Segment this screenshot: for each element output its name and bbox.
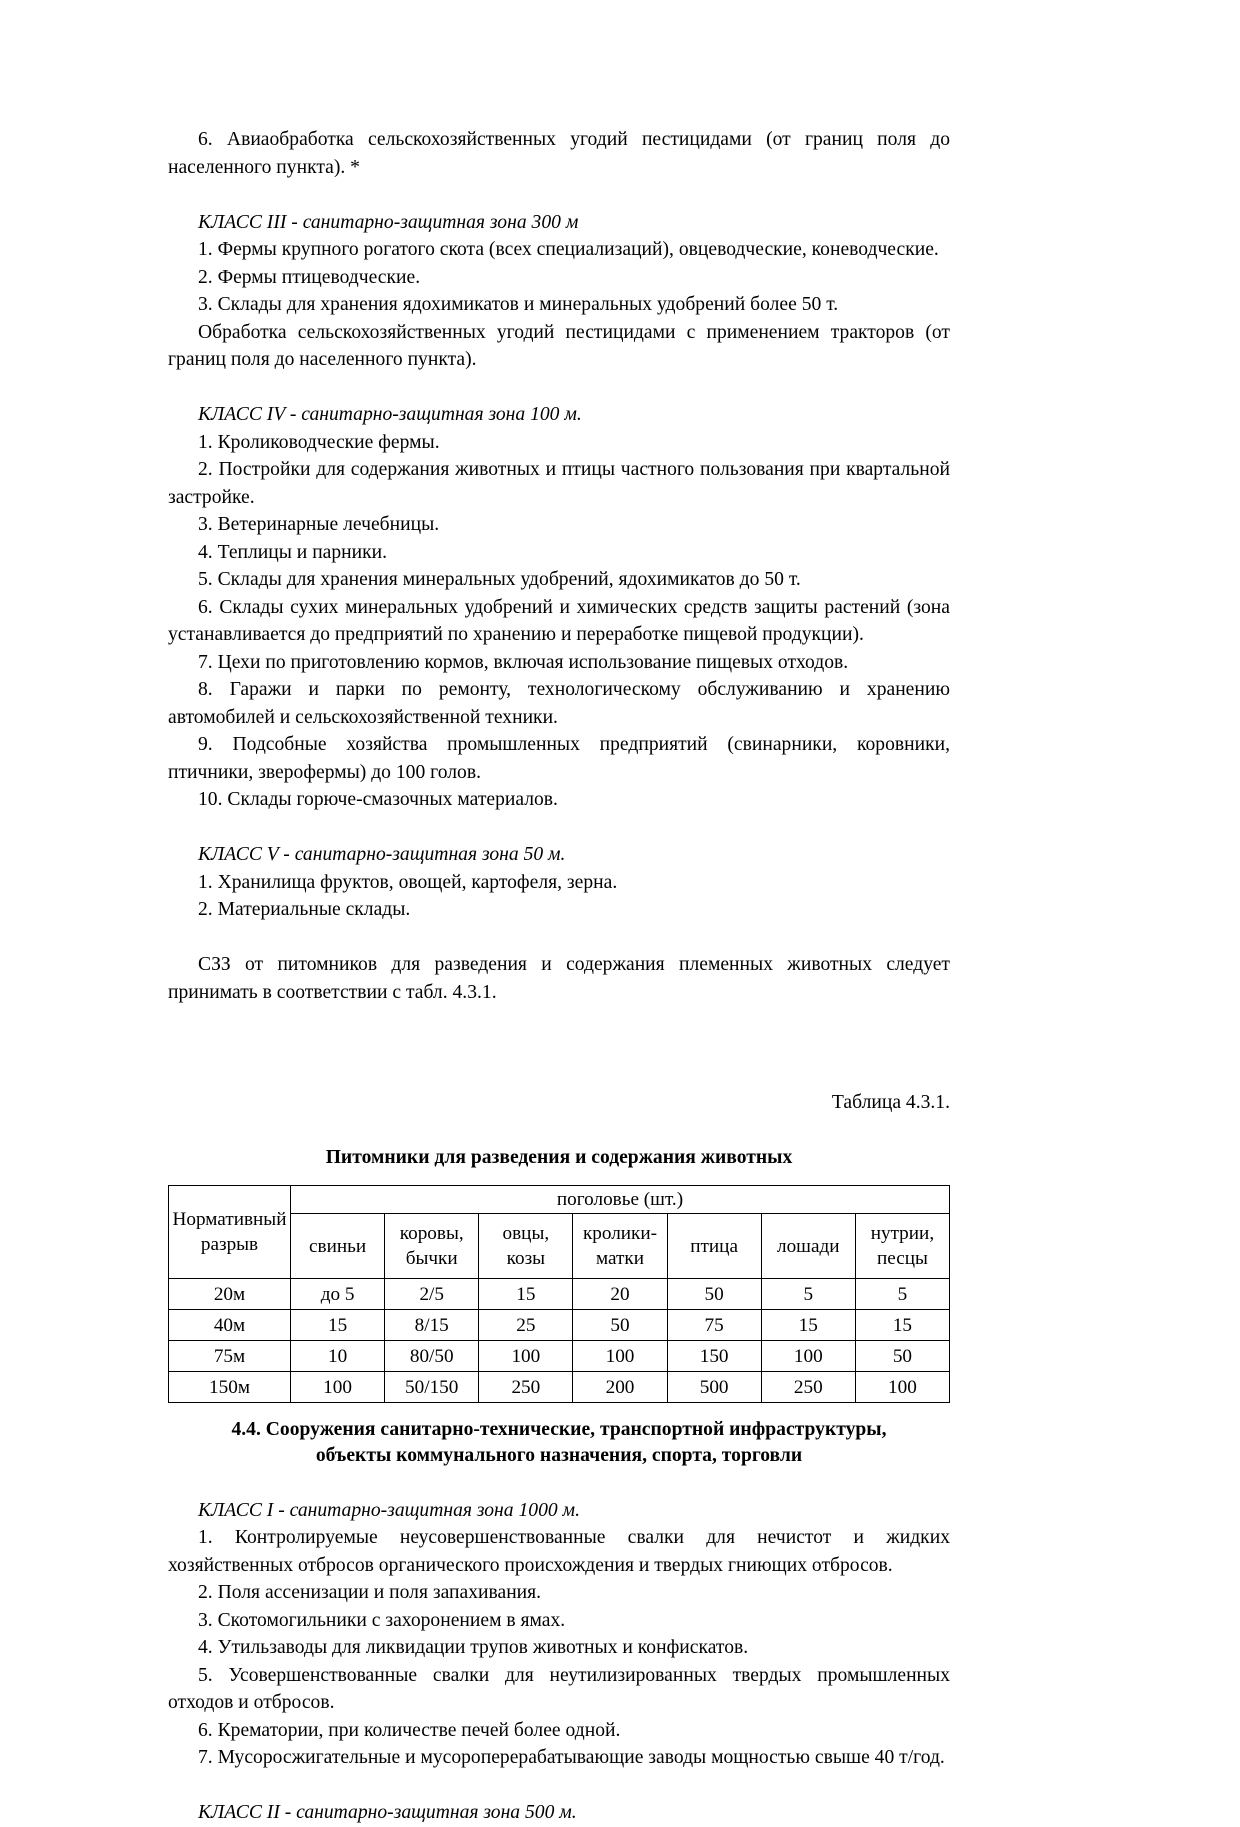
cell-value: 25 xyxy=(479,1310,573,1341)
class-2-44-heading: КЛАСС II - санитарно-защитная зона 500 м. xyxy=(198,1802,577,1823)
spacer xyxy=(168,1403,950,1417)
spacer xyxy=(168,1034,950,1062)
header-col-nutrii-line1: нутрии, xyxy=(870,1223,935,1244)
spacer xyxy=(168,374,950,402)
header-col-kroliki-line1: кролики- xyxy=(582,1223,658,1244)
class-1-44-item-3: 3. Скотомогильники с захоронением в ямах. xyxy=(198,1609,566,1631)
cell-value: 100 xyxy=(761,1341,855,1372)
class-4-item-9: 9. Подсобные хозяйства промышленных предприятий (свинарники, коровники, птичники, зверофермы) до 100 голов. xyxy=(168,734,950,783)
section-4-4-title-line2: объекты коммунального назначения, спорта, торговли xyxy=(315,1445,803,1466)
header-col-ovcy xyxy=(479,1214,573,1279)
class-1-44-item-5: 5. Усовершенствованные свалки для неутилизированных твердых промышленных отходов и отбросов. xyxy=(168,1664,950,1713)
cell-value: до 5 xyxy=(291,1279,385,1310)
class-4-item-4: 4. Теплицы и парники. xyxy=(198,541,388,563)
cell-value: 5 xyxy=(855,1279,949,1310)
cell-value: 15 xyxy=(291,1310,385,1341)
table-label: Таблица 4.3.1. xyxy=(831,1091,950,1113)
header-col-nutrii xyxy=(855,1214,949,1279)
cell-value: 100 xyxy=(479,1341,573,1372)
class-1-44-item-4: 4. Утильзаводы для ликвидации трупов животных и конфискатов. xyxy=(198,1637,749,1658)
cell-value: 100 xyxy=(291,1372,385,1403)
cell-value: 100 xyxy=(855,1372,949,1403)
cell-value: 5 xyxy=(761,1279,855,1310)
class-1-44-item-2: 2. Поля ассенизации и поля запахивания. xyxy=(198,1582,542,1603)
cell-value: 10 xyxy=(291,1341,385,1372)
header-col-svinyi xyxy=(291,1214,385,1279)
cell-value: 500 xyxy=(667,1372,761,1403)
class-1-44-item-1: 1. Контролируемые неусовершенствованные свалки для нечистот и жидких хозяйственных отбросов органического происхождения и твердых гниющих отбросов. xyxy=(168,1527,950,1576)
header-col-loshadi-line1: лошади xyxy=(777,1235,840,1257)
cell-value: 15 xyxy=(479,1279,573,1310)
header-normative-gap xyxy=(169,1186,291,1279)
pitomniki-table xyxy=(168,1185,950,1403)
cell-value: 8/15 xyxy=(385,1310,479,1341)
table-row xyxy=(169,1279,950,1310)
class-1-44-heading: КЛАСС I - санитарно-защитная зона 1000 м. xyxy=(198,1499,580,1521)
class-4-heading: КЛАСС IV - санитарно-защитная зона 100 м. xyxy=(198,404,582,425)
header-normative-line1: Нормативный xyxy=(172,1209,287,1230)
cell-value: 50/150 xyxy=(385,1372,479,1403)
spacer xyxy=(168,1006,950,1034)
class-5-item-2: 2. Материальные склады. xyxy=(198,899,411,920)
spacer xyxy=(168,181,950,209)
class-4-item-7: 7. Цехи по приготовлению кормов, включая использование пищевых отходов. xyxy=(198,651,849,673)
cell-value: 150 xyxy=(667,1341,761,1372)
cell-norm: 75м xyxy=(169,1341,291,1372)
spacer xyxy=(168,814,950,842)
header-col-ovcy-line1: овцы, xyxy=(502,1223,550,1244)
header-normative-line2: разрыв xyxy=(200,1234,259,1255)
table-row xyxy=(169,1310,950,1341)
class-4-item-10: 10. Склады горюче-смазочных материалов. xyxy=(198,789,558,810)
class-3-item-4: Обработка сельскохозяйственных угодий пестицидами с применением тракторов (от границ поля до населенного пункта). xyxy=(168,321,950,370)
cell-value: 75 xyxy=(667,1310,761,1341)
cell-norm: 150м xyxy=(169,1372,291,1403)
cell-value: 50 xyxy=(855,1341,949,1372)
szz-note: СЗЗ от питомников для разведения и содержания племенных животных следует принимать в соответствии с табл. 4.3.1. xyxy=(168,954,950,1003)
spacer xyxy=(168,1061,950,1089)
cell-value: 250 xyxy=(479,1372,573,1403)
class-4-item-5: 5. Склады для хранения минеральных удобрений, ядохимикатов до 50 т. xyxy=(198,569,801,590)
header-col-svinyi-line1: свиньи xyxy=(309,1235,367,1257)
spacer xyxy=(168,1772,950,1800)
class-5-item-1: 1. Хранилища фруктов, овощей, картофеля, зерна. xyxy=(198,871,618,893)
class-1-44-item-6: 6. Крематории, при количестве печей более одной. xyxy=(198,1719,621,1741)
spacer xyxy=(168,924,950,952)
cell-value: 50 xyxy=(667,1279,761,1310)
header-group-livestock xyxy=(291,1186,950,1214)
class-3-item-3: 3. Склады для хранения ядохимикатов и минеральных удобрений более 50 т. xyxy=(198,294,839,315)
class-4-item-6: 6. Склады сухих минеральных удобрений и химических средств защиты растений (зона устанавливается до предприятий по хранению и переработке пищевой продукции). xyxy=(168,596,950,645)
table-title: Питомники для разведения и содержания животных xyxy=(325,1146,793,1168)
section-4-4-title-line1: 4.4. Сооружения санитарно-технические, транспортной инфраструктуры, xyxy=(231,1419,887,1440)
page-content xyxy=(168,126,950,1827)
header-col-loshadi xyxy=(761,1214,855,1279)
header-col-ptica-line1: птица xyxy=(690,1235,738,1257)
cell-norm: 20м xyxy=(169,1279,291,1310)
class-4-item-8: 8. Гаражи и парки по ремонту, технологическому обслуживанию и хранению автомобилей и сельскохозяйственной техники. xyxy=(168,679,950,728)
cell-value: 2/5 xyxy=(385,1279,479,1310)
header-col-korovy-line1: коровы, xyxy=(399,1223,464,1244)
cell-value: 15 xyxy=(855,1310,949,1341)
table-row xyxy=(169,1341,950,1372)
cell-value: 50 xyxy=(573,1310,667,1341)
class-3-item-1: 1. Фермы крупного рогатого скота (всех специализаций), овцеводческие, коневодческие. xyxy=(198,239,939,260)
table-header-row-top xyxy=(169,1186,950,1214)
cell-value: 15 xyxy=(761,1310,855,1341)
cell-value: 80/50 xyxy=(385,1341,479,1372)
class-3-item-2: 2. Фермы птицеводческие. xyxy=(198,266,421,288)
header-col-ovcy-line2: козы xyxy=(506,1248,546,1269)
header-group-label: поголовье (шт.) xyxy=(556,1189,684,1210)
class-3-heading: КЛАСС III - санитарно-защитная зона 300 м xyxy=(198,211,579,233)
class-5-heading: КЛАСС V - санитарно-защитная зона 50 м. xyxy=(198,844,566,865)
header-col-ptica xyxy=(667,1214,761,1279)
spacer xyxy=(168,1171,950,1185)
class-4-item-1: 1. Кролиководческие фермы. xyxy=(198,431,440,453)
cell-value: 200 xyxy=(573,1372,667,1403)
cell-norm: 40м xyxy=(169,1310,291,1341)
paragraph-item-6: 6. Авиаобработка сельскохозяйственных угодий пестицидами (от границ поля до населенного пункта). * xyxy=(168,129,950,178)
header-col-korovy-line2: бычки xyxy=(405,1248,458,1269)
cell-value: 20 xyxy=(573,1279,667,1310)
header-col-kroliki xyxy=(573,1214,667,1279)
cell-value: 100 xyxy=(573,1341,667,1372)
header-col-nutrii-line2: песцы xyxy=(876,1248,928,1269)
class-4-item-2: 2. Постройки для содержания животных и птицы частного пользования при квартальной застройке. xyxy=(168,459,950,508)
header-col-kroliki-line2: матки xyxy=(595,1248,644,1269)
class-4-item-3: 3. Ветеринарные лечебницы. xyxy=(198,514,440,535)
table-row xyxy=(169,1372,950,1403)
spacer xyxy=(168,1116,950,1144)
class-1-44-item-7: 7. Мусоросжигательные и мусороперерабатывающие заводы мощностью свыше 40 т/год. xyxy=(198,1747,945,1768)
table-wrapper xyxy=(168,1185,950,1403)
header-col-korovy xyxy=(385,1214,479,1279)
spacer xyxy=(168,1469,950,1497)
cell-value: 250 xyxy=(761,1372,855,1403)
